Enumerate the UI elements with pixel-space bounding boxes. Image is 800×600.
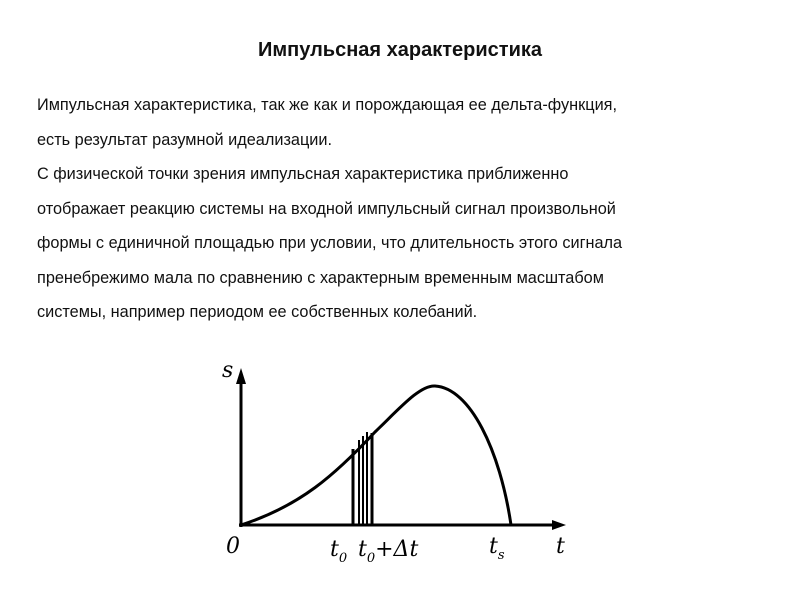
t0-label <box>330 537 347 566</box>
t0-dt-label-main: t <box>358 537 367 562</box>
body-line-5: формы с единичной площадью при условии, что длительность этого сигнала <box>37 234 623 252</box>
body-line-3: С физической точки зрения импульсная характеристика приближенно <box>37 165 569 183</box>
body-line-1: Импульсная характеристика, так же как и порождающая ее дельта-функция, <box>37 96 618 114</box>
origin-label: 0 <box>226 534 240 559</box>
ts-label-sub: s <box>497 548 505 563</box>
t0-dt-label-sub: 0 <box>366 551 376 566</box>
slide-title: Импульсная характеристика <box>257 39 543 61</box>
body-line-4: отображает реакцию системы на входной импульсный сигнал произвольной <box>37 199 616 218</box>
x-axis-label: t <box>556 534 565 559</box>
y-axis-label: s <box>222 358 234 383</box>
body-line-2: есть результат разумной идеализации. <box>37 130 333 149</box>
t0-dt-label <box>358 537 418 566</box>
y-axis-arrowhead <box>236 368 246 384</box>
ts-label-main: t <box>489 534 498 559</box>
ts-label <box>489 534 505 563</box>
body-line-7: системы, например периодом ее собственных колебаний. <box>37 303 478 321</box>
x-axis-arrowhead <box>552 520 566 530</box>
t0-dt-label-suffix: +Δt <box>375 537 419 562</box>
t0-label-main: t <box>330 537 339 562</box>
response-curve <box>241 386 511 525</box>
body-line-6: пренебрежимо мала по сравнению с характерным временным масштабом <box>37 268 604 287</box>
t0-label-sub: 0 <box>338 551 348 566</box>
